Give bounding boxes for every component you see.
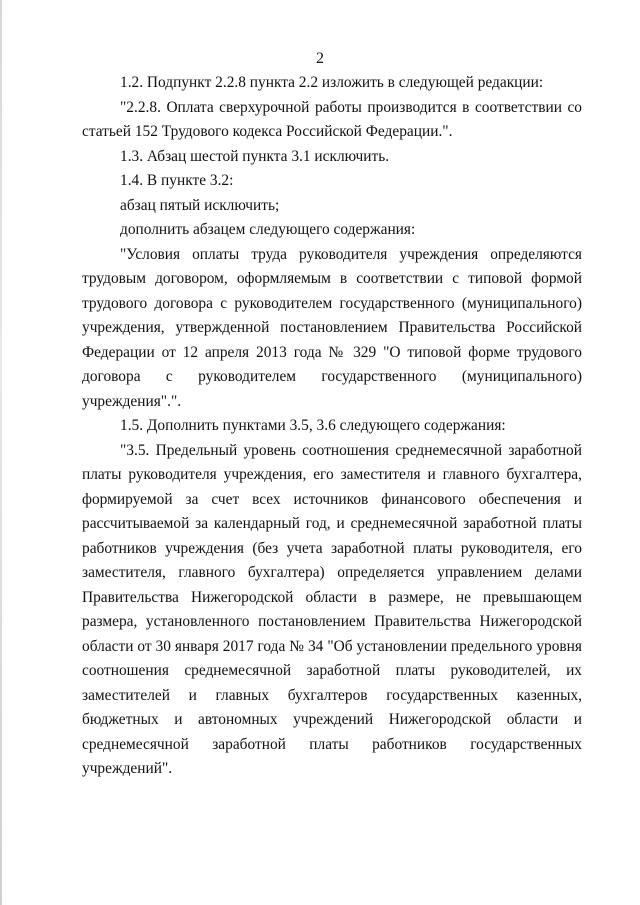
paragraph-2-2-8-text: "2.2.8. Оплата сверхурочной работы производится в соответствии со статьей 152 Трудового кодекса Российской Федерации.". — [82, 98, 582, 140]
paragraph-dopolnit: дополнить абзацем следующего содержания: — [120, 221, 416, 238]
paragraph-3-5-text: "3.5. Предельный уровень соотношения среднемесячной заработной платы руководителя учреждения, его заместителя и главного бухгалтера, формируемой за счет всех источников финансового обеспечения и рассчитываемой за календарный год, и среднемесячной заработной платы работников учреждения (без учета заработной платы руководителя, его заместителя, главного бухгалтера) определяется управлением делами Правительства Нижегородской области в размере, не превышающем размера, установленного постановлением Правительства Нижегородской области от 30 января 2017 года № 34 "Об установлении предельного уровня соотношения среднемесячной заработной платы руководителей, их заместителей и главных бухгалтеров государственных казенных, бюджетных и автономных учреждений Нижегородской области и среднемесячной заработной платы работников государственных учреждений". — [82, 441, 582, 777]
paragraph-abzac-pyatyi: абзац пятый исключить; — [120, 196, 280, 214]
paragraph-usloviya-oplaty: "Условия оплаты труда руководителя учреждения определяются трудовым договором, оформляемым в соответствии с типовой формой трудового договора с руководителем государственного (муниципального) учреждения, утвержденной постановлением Правительства Российской Федерации от 12 апреля 2013 года № 329 "О типовой форме трудового договора с руководителем государственного (муниципального) учреждения".". — [82, 245, 582, 410]
scan-edge — [0, 0, 2, 905]
document-body — [82, 71, 582, 782]
paragraph-1-4: 1.4. В пункте 3.2: — [120, 172, 234, 189]
paragraph-1-5: 1.5. Дополнить пунктами 3.5, 3.6 следующего содержания: — [120, 417, 506, 434]
paragraph-1-2: 1.2. Подпункт 2.2.8 пункта 2.2 изложить в следующей редакции: — [120, 74, 544, 91]
paragraph-1-3: 1.3. Абзац шестой пункта 3.1 исключить. — [120, 147, 390, 165]
page-number: 2 — [316, 50, 324, 67]
